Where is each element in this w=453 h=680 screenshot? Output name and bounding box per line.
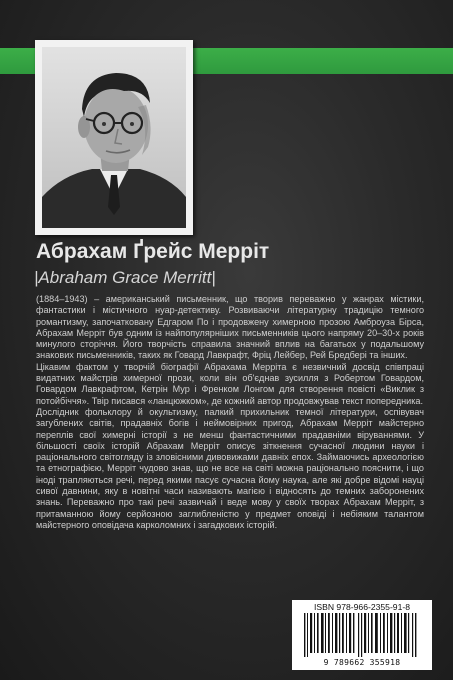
barcode-digits: 9 789662 355918 bbox=[323, 658, 401, 667]
biography-paragraph: (1884–1943) – американський письменник, що творив переважно у жанрах містики, фантастики і містичного нуар-детективу. Розвиваючи літературну традицію темного романтизму, започатковану Едгаром По і продовжену химерною прозою Амброуза Бірса, Абрахам Меррiт був одним із найпопулярніших письменників цього напряму 20–30-х років минулого сторіччя. Його творчість справила значний вплив на багатьох у подальшому знакових письменників, таких як Говард Лавкрафт, Фріц Лейбер, Рей Бредбері та інших. bbox=[36, 294, 424, 361]
barcode-icon bbox=[302, 613, 422, 657]
portrait-illustration bbox=[42, 47, 186, 228]
isbn-barcode-block bbox=[292, 600, 432, 670]
biography-text bbox=[36, 294, 424, 531]
author-name: Абрахам Ґрейс Меррiт bbox=[36, 240, 270, 263]
author-photo-frame bbox=[35, 40, 193, 235]
biography-paragraph: Дослідник фольклору й окультизму, палкий прихильник темної літератури, оспівувач загублених світів, прадавніх богів і неймовірних пригод, Абрахам Меррiт майстерно переплів свої химерні історії з не менш фантастичними прадавніми віруваннями. У більшості своїх історій Абрахам Меррiт описує зіткнення сучасної людини науки і раціонального світогляду із зловісними дивовижами давніх епох. Займаючись археологією та етнографією, Меррiт чудово знав, що не все на світі можна раціонально пояснити, і що іноді трапляються речі, перед якими пасує сучасна йому наука, але які добре відомі науці сивої давнини, яку в новітні часи називають магією і відносять до темних заборонених знань. Переважно про такі речі зазвичай і веде мову у своїх творах Абрахам Меррiт, з притаманною йому серйозною заглибленістю у предмет оповіді і небіяким талантом майстерного оповідача карколомних і загадкових історій. bbox=[36, 406, 424, 530]
author-photo bbox=[42, 47, 186, 228]
isbn-label: ISBN 978-966-2355-91-8 bbox=[313, 602, 411, 612]
author-name-latin: |Abraham Grace Merritt| bbox=[34, 268, 216, 287]
biography-paragraph: Цікавим фактом у творчій біографії Абрахама Меррiта є незвичний досвід співпраці видатних майстрів химерної прози, коли він об'єднав зусилля з Робертом Говардом, Говардом Лавкрафтом, Кетрін Мур і Френком Лонгом для створення повісті «Виклик з потойбіччя». Твір писався «ланцюжком», де кожний автор продовжував текст попередника. bbox=[36, 361, 424, 406]
